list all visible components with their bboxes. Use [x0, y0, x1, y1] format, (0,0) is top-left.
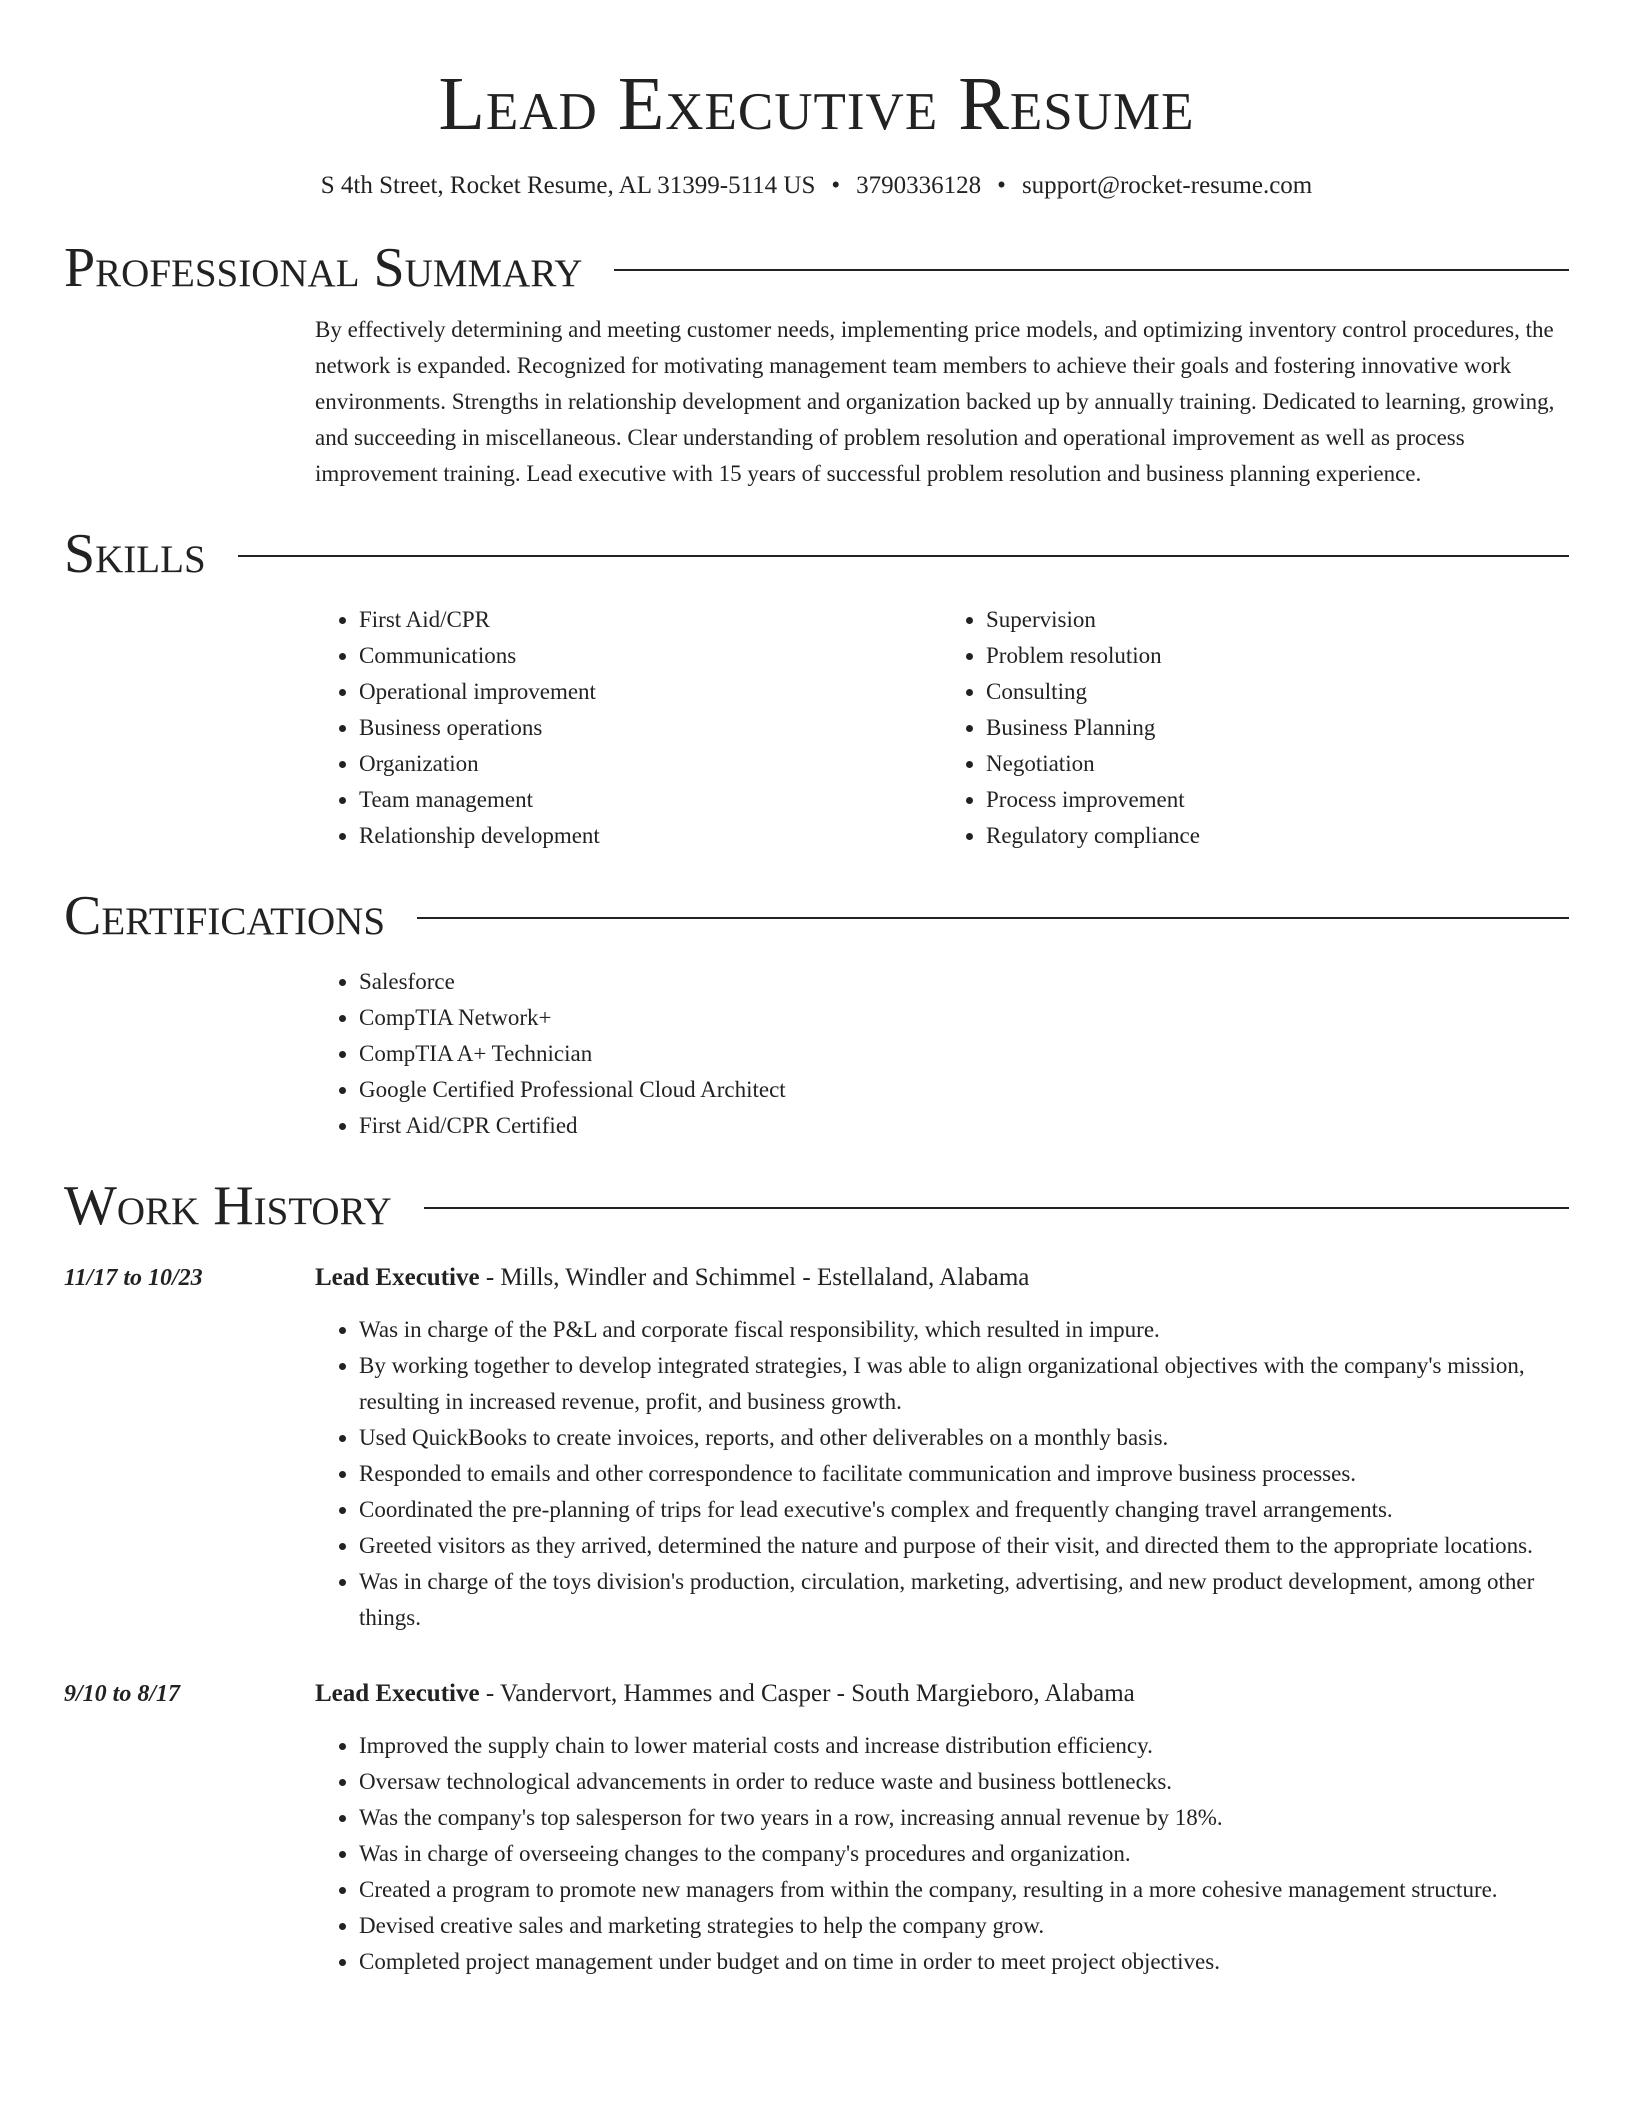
- job-bullet: • Responded to emails and other correspondence to facilitate communication and improve business processes.: [359, 1456, 1569, 1492]
- section-divider: [614, 269, 1569, 271]
- job-entry: [64, 1676, 1569, 1980]
- skill-item: • Team management: [359, 782, 942, 818]
- contact-line: [64, 170, 1569, 202]
- summary-section-header: [64, 236, 1569, 300]
- section-divider: [417, 917, 1569, 919]
- certifications-section-header: [64, 884, 1569, 948]
- skills-list-right: [942, 602, 1569, 854]
- certifications-block: [315, 964, 1569, 1144]
- section-divider: [238, 555, 1569, 557]
- job-bullet: • Improved the supply chain to lower material costs and increase distribution efficiency.: [359, 1728, 1569, 1764]
- certifications-list: [315, 964, 1569, 1144]
- resume-name: Lead Executive Resume: [438, 62, 1195, 146]
- job-title: Lead Executive: [315, 1680, 480, 1707]
- job-bullet: • Created a program to promote new managers from within the company, resulting in a more cohesive management structure.: [359, 1872, 1569, 1908]
- job-bullet: • Greeted visitors as they arrived, determined the nature and purpose of their visit, and directed them to the appropriate locations.: [359, 1528, 1569, 1564]
- skill-item: • Problem resolution: [986, 638, 1569, 674]
- job-bullet: • Was in charge of the toys division's production, circulation, marketing, advertising, and new product development, among other things.: [359, 1564, 1569, 1636]
- job-employer: - Mills, Windler and Schimmel - Estellaland, Alabama: [479, 1264, 1030, 1291]
- job-bullet: • Used QuickBooks to create invoices, reports, and other deliverables on a monthly basis.: [359, 1420, 1569, 1456]
- job-dates: 11/17 to 10/23: [64, 1265, 203, 1291]
- job-dates: 9/10 to 8/17: [64, 1681, 181, 1707]
- skills-section-header: [64, 522, 1569, 586]
- work-history-heading: Work History: [64, 1175, 392, 1237]
- job-bullets: [315, 1728, 1569, 1980]
- job-bullet: • Devised creative sales and marketing strategies to help the company grow.: [359, 1908, 1569, 1944]
- job-bullet: • Coordinated the pre-planning of trips for lead executive's complex and frequently changing travel arrangements.: [359, 1492, 1569, 1528]
- skill-item: • First Aid/CPR: [359, 602, 942, 638]
- skill-item: • Operational improvement: [359, 674, 942, 710]
- skills-list-left: [315, 602, 942, 854]
- contact-separator: •: [997, 172, 1006, 199]
- skill-item: • Supervision: [986, 602, 1569, 638]
- skill-item: • Consulting: [986, 674, 1569, 710]
- skill-item: • Business operations: [359, 710, 942, 746]
- job-role-line: [315, 1260, 1569, 1296]
- job-bullet: • Completed project management under budget and on time in order to meet project objectives.: [359, 1944, 1569, 1980]
- job-bullet: • Oversaw technological advancements in order to reduce waste and business bottlenecks.: [359, 1764, 1569, 1800]
- skill-item: • Negotiation: [986, 746, 1569, 782]
- contact-phone: 3790336128: [856, 172, 982, 199]
- contact-email: support@rocket-resume.com: [1021, 172, 1313, 199]
- job-details: [315, 1260, 1569, 1636]
- job-details: [315, 1676, 1569, 1980]
- certification-item: • First Aid/CPR Certified: [359, 1108, 1569, 1144]
- job-bullet: • By working together to develop integrated strategies, I was able to align organizational objectives with the company's mission, resulting in increased revenue, profit, and business growth.: [359, 1348, 1569, 1420]
- skill-item: • Process improvement: [986, 782, 1569, 818]
- job-bullet: • Was in charge of the P&L and corporate fiscal responsibility, which resulted in impure.: [359, 1312, 1569, 1348]
- skills-heading: Skills: [64, 523, 206, 585]
- skill-item: • Relationship development: [359, 818, 942, 854]
- job-bullet: • Was in charge of overseeing changes to the company's procedures and organization.: [359, 1836, 1569, 1872]
- skills-columns: [315, 602, 1569, 854]
- certification-item: • CompTIA A+ Technician: [359, 1036, 1569, 1072]
- skill-item: • Business Planning: [986, 710, 1569, 746]
- job-role-line: [315, 1676, 1569, 1712]
- job-bullet: • Was the company's top salesperson for two years in a row, increasing annual revenue by 18%.: [359, 1800, 1569, 1836]
- section-divider: [424, 1207, 1569, 1209]
- contact-separator: •: [831, 172, 841, 199]
- certifications-heading: Certifications: [64, 885, 386, 947]
- skill-item: • Regulatory compliance: [986, 818, 1569, 854]
- job-title: Lead Executive: [315, 1264, 480, 1291]
- certification-item: • Salesforce: [359, 964, 1569, 1000]
- summary-text: By effectively determining and meeting customer needs, implementing price models, and optimizing inventory control procedures, the network is expanded. Recognized for motivating management team members to achieve their goals and fostering innovative work environments. Strengths in relationship development and organization backed up by annually training. Dedicated to learning, growing, and succeeding in miscellaneous. Clear understanding of problem resolution and operational improvement as well as process improvement training. Lead executive with 15 years of successful problem resolution and business planning experience.: [315, 317, 1555, 486]
- skill-item: • Organization: [359, 746, 942, 782]
- skill-item: • Communications: [359, 638, 942, 674]
- certification-item: • CompTIA Network+: [359, 1000, 1569, 1036]
- certification-item: • Google Certified Professional Cloud Architect: [359, 1072, 1569, 1108]
- job-employer: - Vandervort, Hammes and Casper - South Margieboro, Alabama: [479, 1680, 1135, 1707]
- work-history-section-header: [64, 1174, 1569, 1238]
- resume-page: [64, 0, 1569, 1980]
- job-bullets: [315, 1312, 1569, 1636]
- job-entry: [64, 1260, 1569, 1636]
- summary-heading: Professional Summary: [64, 237, 583, 299]
- contact-address: S 4th Street, Rocket Resume, AL 31399-5114 US: [320, 172, 816, 199]
